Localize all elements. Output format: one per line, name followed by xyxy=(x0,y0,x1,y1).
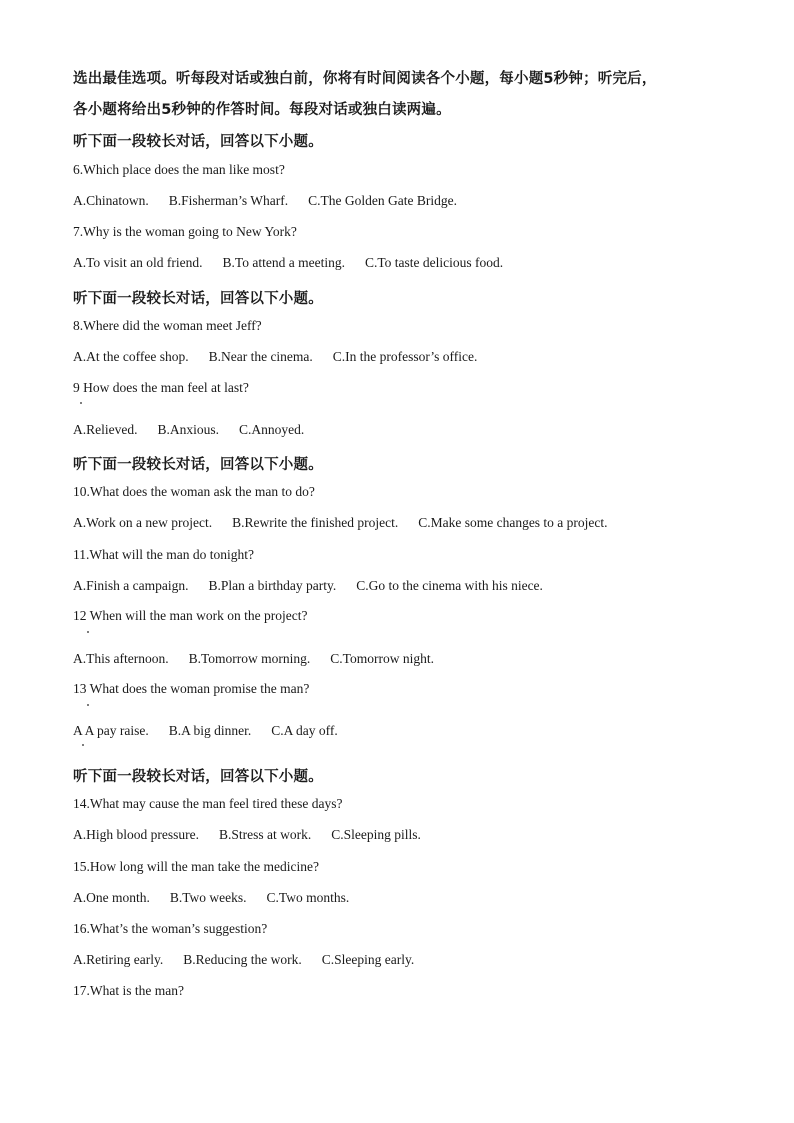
option-b: B.Rewrite the finished project. xyxy=(232,515,399,530)
options-11 xyxy=(73,578,543,594)
question-17: 17.What is the man? xyxy=(73,983,184,998)
scan-dot xyxy=(80,402,82,404)
option-c: C.In the professor’s office. xyxy=(332,349,478,364)
option-c: C.The Golden Gate Bridge. xyxy=(308,193,457,208)
option-a: A A pay raise. xyxy=(73,723,149,738)
option-a: A.At the coffee shop. xyxy=(73,349,189,364)
option-c: C.Sleeping pills. xyxy=(331,827,421,842)
option-b: B.Stress at work. xyxy=(218,827,312,842)
option-c: C.Two months. xyxy=(266,890,350,905)
option-b: B.To attend a meeting. xyxy=(222,255,345,270)
options-12 xyxy=(73,651,434,667)
question-11: 11.What will the man do tonight? xyxy=(73,547,254,562)
option-c: C.Make some changes to a project. xyxy=(418,515,608,530)
scan-dot xyxy=(87,631,89,633)
intro-line-2: 各小题将给出5秒钟的作答时间。每段对话或独白读两遍。 xyxy=(73,102,451,118)
scan-dot xyxy=(82,744,84,746)
options-8 xyxy=(73,349,477,365)
question-6: 6.Which place does the man like most? xyxy=(73,162,285,177)
question-8: 8.Where did the woman meet Jeff? xyxy=(73,318,262,333)
question-9: 9 How does the man feel at last? xyxy=(73,380,249,395)
option-b: B.Fisherman’s Wharf. xyxy=(168,193,289,208)
question-7: 7.Why is the woman going to New York? xyxy=(73,224,297,239)
option-a: A.To visit an old friend. xyxy=(73,255,203,270)
section-heading: 听下面一段较长对话，回答以下小题。 xyxy=(73,457,323,473)
option-b: B.Two weeks. xyxy=(169,890,247,905)
options-13 xyxy=(73,723,338,739)
scan-dot xyxy=(87,704,89,706)
section-heading: 听下面一段较长对话，回答以下小题。 xyxy=(73,291,323,307)
option-a: A.Work on a new project. xyxy=(73,515,213,530)
option-b: B.Anxious. xyxy=(157,422,219,437)
option-c: C.Tomorrow night. xyxy=(330,651,434,666)
section-heading: 听下面一段较长对话，回答以下小题。 xyxy=(73,769,323,785)
option-c: C.To taste delicious food. xyxy=(364,255,504,270)
options-6 xyxy=(73,193,457,209)
intro-line-1: 选出最佳选项。听每段对话或独白前，你将有时间阅读各个小题，每小题5秒钟；听完后， xyxy=(73,71,657,87)
option-b: B.Near the cinema. xyxy=(208,349,313,364)
question-10: 10.What does the woman ask the man to do? xyxy=(73,484,315,499)
options-14 xyxy=(73,827,421,843)
options-16 xyxy=(73,952,414,968)
options-9 xyxy=(73,422,304,438)
option-c: C.A day off. xyxy=(271,723,338,738)
option-a: A.Retiring early. xyxy=(73,952,164,967)
option-a: A.High blood pressure. xyxy=(73,827,199,842)
option-b: B.Reducing the work. xyxy=(183,952,302,967)
question-13: 13 What does the woman promise the man? xyxy=(73,681,310,696)
section-heading: 听下面一段较长对话，回答以下小题。 xyxy=(73,134,323,150)
option-a: A.Relieved. xyxy=(73,422,138,437)
question-15: 15.How long will the man take the medicine? xyxy=(73,859,319,874)
option-a: A.One month. xyxy=(73,890,150,905)
option-a: A.Chinatown. xyxy=(73,193,149,208)
options-7 xyxy=(73,255,503,271)
question-16: 16.What’s the woman’s suggestion? xyxy=(73,921,268,936)
option-c: C.Annoyed. xyxy=(239,422,305,437)
option-b: B.Tomorrow morning. xyxy=(188,651,311,666)
option-b: B.Plan a birthday party. xyxy=(208,578,337,593)
question-14: 14.What may cause the man feel tired these days? xyxy=(73,796,343,811)
options-10 xyxy=(73,515,608,531)
option-a: A.Finish a campaign. xyxy=(73,578,189,593)
option-c: C.Go to the cinema with his niece. xyxy=(356,578,543,593)
option-b: B.A big dinner. xyxy=(168,723,252,738)
option-a: A.This afternoon. xyxy=(73,651,169,666)
question-12: 12 When will the man work on the project? xyxy=(73,608,308,623)
option-c: C.Sleeping early. xyxy=(321,952,415,967)
options-15 xyxy=(73,890,349,906)
